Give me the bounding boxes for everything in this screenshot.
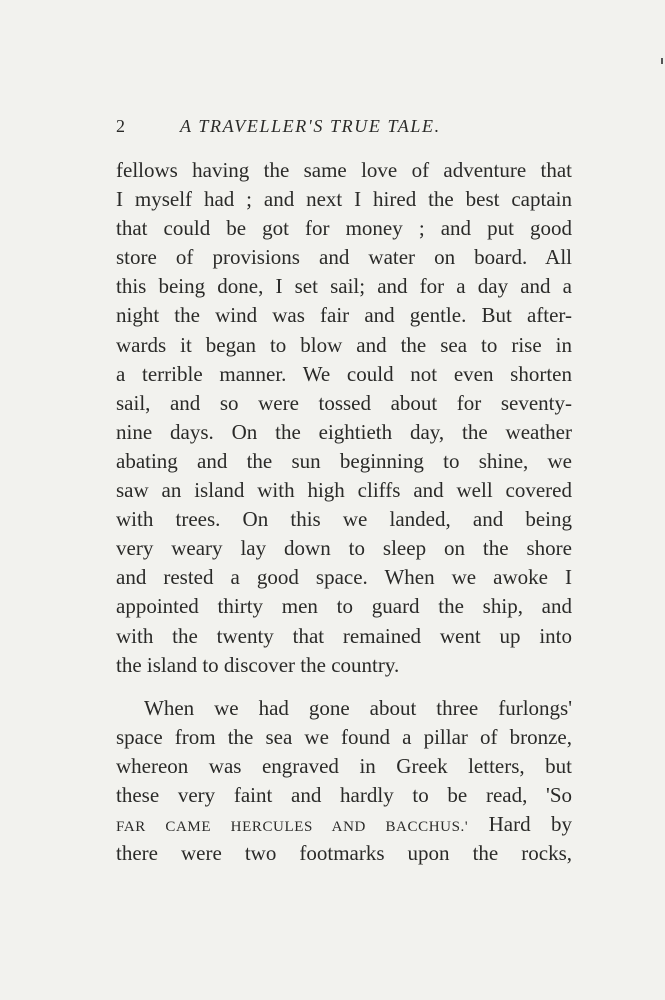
text-line: very weary lay down to sleep on the shore <box>116 536 572 561</box>
text-line: with trees. On this we landed, and being <box>116 507 572 532</box>
text-line: night the wind was fair and gentle. But after- <box>116 303 572 328</box>
text-line: there were two footmarks upon the rocks, <box>116 841 572 866</box>
text-line: wards it began to blow and the sea to rise in <box>116 332 572 357</box>
page-edge-mark <box>661 58 663 64</box>
text-line: abating and the sun beginning to shine, we <box>116 448 572 473</box>
paragraph-2 <box>116 694 572 869</box>
text-line: When we had gone about three furlongs' <box>144 695 572 720</box>
text-line: the island to discover the country. <box>116 652 400 677</box>
text-line: nine days. On the eightieth day, the weather <box>116 419 572 444</box>
paragraph-1 <box>116 156 572 680</box>
text-line: and rested a good space. When we awoke I <box>116 565 572 590</box>
text-line: saw an island with high cliffs and well covered <box>116 478 572 503</box>
page-number: 2 <box>116 116 126 136</box>
text-line: this being done, I set sail; and for a day and a <box>116 274 572 299</box>
text-line: fellows having the same love of adventure that <box>116 158 572 182</box>
inscription-line-rest: Hard by <box>468 812 572 837</box>
text-line: a terrible manner. We could not even shorten <box>116 361 572 386</box>
body-text <box>116 156 572 868</box>
text-line: these very faint and hardly to be read, 'So <box>116 782 572 807</box>
inscription-small-caps: FAR CAME HERCULES AND BACCHUS.' <box>116 819 469 836</box>
text-line: that could be got for money ; and put good <box>116 216 572 241</box>
inscription-line <box>116 810 572 839</box>
running-header <box>116 116 576 146</box>
text-line: with the twenty that remained went up into <box>116 623 572 648</box>
text-line: store of provisions and water on board. All <box>116 245 572 270</box>
text-line: I myself had ; and next I hired the best captain <box>116 187 572 212</box>
text-line: sail, and so were tossed about for seventy- <box>116 390 572 415</box>
paragraph-gap <box>116 680 572 694</box>
text-line: space from the sea we found a pillar of bronze, <box>116 724 572 749</box>
running-title: A TRAVELLER'S TRUE TALE. <box>180 116 441 136</box>
text-line: appointed thirty men to guard the ship, and <box>116 594 572 619</box>
text-line: whereon was engraved in Greek letters, but <box>116 753 572 778</box>
